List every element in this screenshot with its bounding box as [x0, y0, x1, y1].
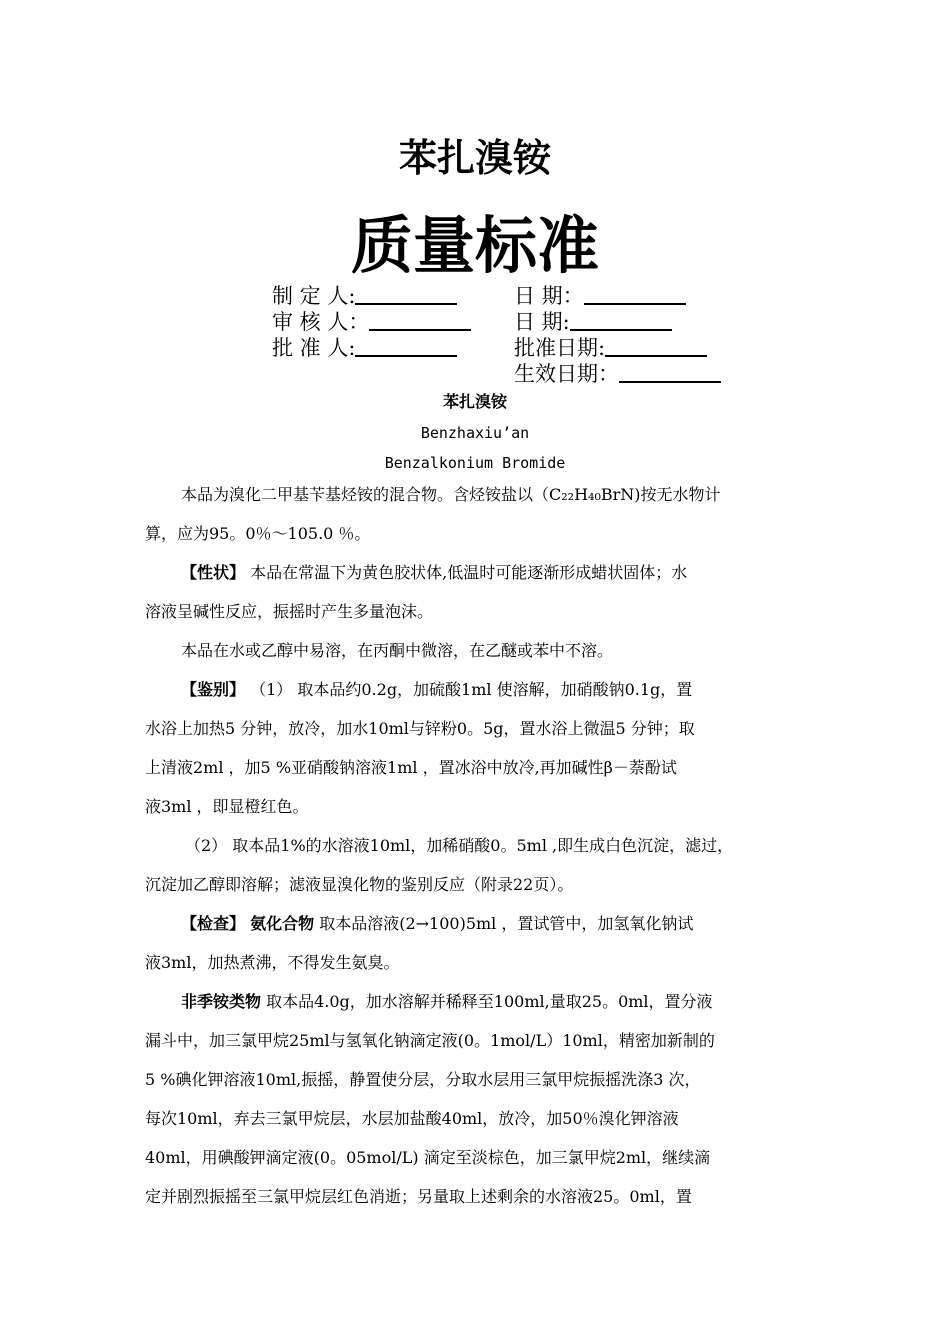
date-field-1	[514, 283, 686, 309]
pinyin-name: Benzhaxiu’an	[420, 424, 530, 442]
date-label-2: 日 期:	[514, 310, 570, 334]
prepared-by-field	[272, 283, 457, 309]
identification-heading: 【鉴别】	[181, 680, 246, 699]
date-field-2	[514, 309, 672, 335]
date-label-1: 日 期：	[514, 284, 584, 308]
product-title: 苯扎溴铵	[398, 136, 551, 180]
properties-paragraph: 【性状】 本品在常温下为黄色胶状体,低温时可能逐渐形成蜡状固体；水 溶液呈碱性反应，振摇时产生多量泡沫。	[145, 563, 688, 621]
nonquat-heading: 非季铵类物	[181, 992, 262, 1011]
tests-heading: 【检查】	[181, 914, 246, 933]
approved-by-blank	[355, 335, 457, 357]
effective-date-label: 生效日期：	[514, 362, 619, 386]
intro-paragraph: 本品为溴化二甲基苄基烃铵的混合物。含烃铵盐以（C₂₂H₄₀BrN)按无水物计 算，应为95。0％～105.0 ％。	[145, 485, 721, 543]
properties-heading: 【性状】	[181, 563, 246, 582]
prepared-by-blank	[355, 283, 457, 305]
reviewed-by-label: 审 核 人：	[272, 310, 370, 334]
prepared-by-label: 制 定 人:	[272, 284, 356, 308]
reviewed-by-blank	[369, 309, 471, 331]
tests-paragraph-nonquat: 非季铵类物 取本品4.0g，加水溶解并稀释至100ml,量取25。0ml，置分液 漏斗中，加三氯甲烷25ml与氢氧化钠滴定液(0。1mol/L）10ml，精密加新制的 5 %碘化钾溶液10ml,振摇，静置使分层，分取水层用三氯甲烷振摇洗涤3 次， 每次10ml，弃去三氯甲烷层，水层加盐酸40ml，放冷，加50％溴化钾溶液 40ml，用碘酸钾滴定液(0。05mol/L) 滴定至淡棕色，加三氯甲烷2ml，继续滴 定并剧烈振摇至三氯甲烷层红色消逝；另量取上述剩余的水溶液25。0ml，置	[145, 992, 715, 1206]
reviewed-by-field	[272, 309, 471, 335]
approval-date-label: 批准日期:	[514, 336, 606, 360]
date-blank-1	[584, 283, 686, 305]
ammonia-heading: 氨化合物	[250, 914, 315, 933]
document-title: 质量标准	[350, 209, 599, 282]
identification-paragraph-1: 【鉴别】 （1） 取本品约0.2g，加硫酸1ml 使溶解，加硝酸钠0.1g，置 水浴上加热5 分钟，放冷，加水10ml与锌粉0。5g，置水浴上微温5 分钟；取 上清液2ml ，加5 %亚硝酸钠溶液1ml ，置冰浴中放冷,再加碱性β－萘酚试 液3ml ，即显橙红色。	[145, 680, 695, 816]
tests-paragraph-ammonia: 【检查】 氨化合物 取本品溶液(2→100)5ml ，置试管中，加氢氧化钠试 液3ml，加热煮沸，不得发生氨臭。	[145, 914, 694, 972]
english-name: Benzalkonium Bromide	[384, 454, 566, 472]
identification-paragraph-2: （2） 取本品1%的水溶液10ml，加稀硝酸0。5ml ,即生成白色沉淀，滤过， 沉淀加乙醇即溶解；滤液显溴化物的鉴别反应（附录22页）。	[145, 836, 734, 894]
chinese-name: 苯扎溴铵	[442, 392, 507, 411]
approved-by-label: 批 准 人:	[272, 336, 356, 360]
approved-by-field	[272, 335, 457, 361]
date-blank-2	[570, 309, 672, 331]
approval-date-field	[514, 335, 707, 361]
effective-date-blank	[619, 361, 721, 383]
effective-date-field	[514, 361, 721, 387]
approval-date-blank	[605, 335, 707, 357]
solubility-paragraph: 本品在水或乙醇中易溶，在丙酮中微溶，在乙醚或苯中不溶。	[181, 641, 614, 660]
